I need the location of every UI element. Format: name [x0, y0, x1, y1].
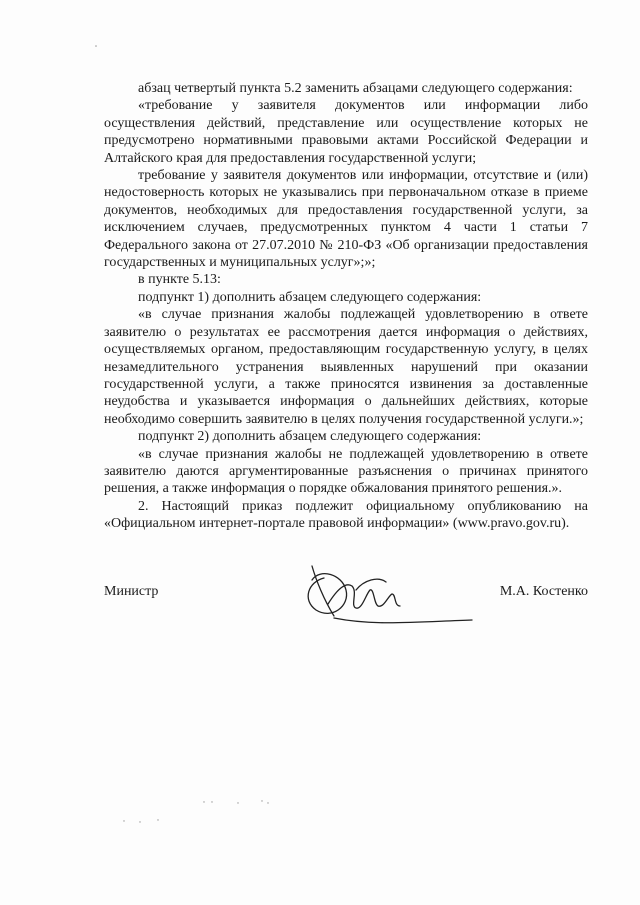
signatory-name: М.А. Костенко [499, 584, 588, 599]
paragraph-8: «в случае признания жалобы не подлежащей удовлетворению в ответе заявителю даются аргументированные разъяснения о причинах принятого решения, а также информация о порядке обжалования принятого решения.». [104, 446, 588, 497]
paragraph-9: 2. Настоящий приказ подлежит официальному опубликованию на «Официальном интернет-портале правовой информации» (www.pravo.gov.ru). [104, 498, 588, 532]
paragraph-4: в пункте 5.13: [138, 272, 221, 288]
paragraph-6: «в случае признания жалобы подлежащей удовлетворению в ответе заявителю о результатах ее рассмотрения дается информация о действиях, осуществляемых органом, предоставляющим государственную услугу, в целях незамедлительного устранения выявленных нарушений при оказании государственной услуги, а также приносятся извинения за доставленные неудобства и указывается информация о дальнейших действиях, которые необходимо совершить заявителю в целях получения государственной услуги.»; [104, 307, 588, 427]
paragraph-7: подпункт 2) дополнить абзацем следующего содержания: [138, 429, 482, 445]
handwritten-signature [294, 560, 484, 630]
paragraph-2: «требование у заявителя документов или информации либо осуществления действий, представление или осуществление которых не предусмотрено нормативными правовыми актами Российской Федерации и Алтайского края для предоставления государственной услуги; [104, 98, 588, 166]
paragraph-3: требование у заявителя документов или информации, отсутствие и (или) недостоверность которых не указывались при первоначальном отказе в приеме документов, необходимых для предоставления государственной услуги, за исключением случаев, предусмотренных пунктом 4 части 1 статьи 7 Федерального закона от 27.07.2010 № 210-ФЗ «Об организации предоставления государственных и муниципальных услуг»;»; [104, 168, 588, 271]
paragraph-5: подпункт 1) дополнить абзацем следующего содержания: [138, 289, 482, 305]
paragraph-1: абзац четвертый пункта 5.2 заменить абзацами следующего содержания: [138, 81, 573, 96]
signature-row [104, 580, 588, 620]
document-body [104, 80, 588, 533]
signatory-title: Министр [104, 584, 159, 599]
